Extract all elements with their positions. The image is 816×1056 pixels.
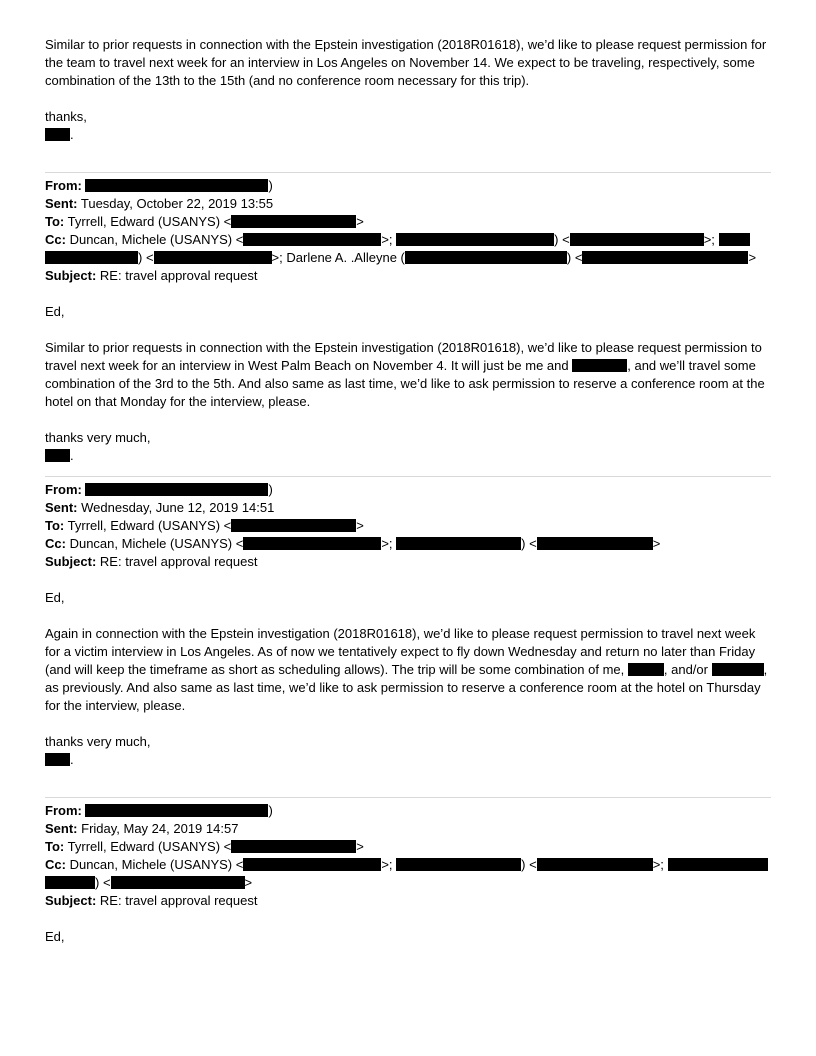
redaction	[396, 858, 521, 871]
cc-value: Duncan, Michele (USANYS) <	[69, 536, 244, 551]
signature: .	[45, 751, 771, 769]
to-value: Tyrrell, Edward (USANYS) <	[67, 518, 232, 533]
to-label: To:	[45, 214, 65, 229]
greeting: Ed,	[45, 304, 65, 319]
subject-label: Subject:	[45, 554, 97, 569]
redaction	[45, 128, 70, 141]
from-label: From:	[45, 482, 82, 497]
to-value: Tyrrell, Edward (USANYS) <	[67, 839, 232, 854]
redaction	[243, 233, 381, 246]
sent-value: Tuesday, October 22, 2019 13:55	[80, 196, 274, 211]
redaction	[154, 251, 272, 264]
redaction	[719, 233, 750, 246]
body-paragraph: Again in connection with the Epstein investigation (2018R01618), we’d like to please request permission to travel next week for a victim interview in Los Angeles. As of now we tentatively expect to fly down Wednesday and return no later than Friday (and will keep the timeframe as short as scheduling allows). The trip will be some combination of me, , and/or , as previously. And also same as last time, we’d like to ask permission to reserve a conference room at the hotel on Thursday for the interview, please.	[45, 626, 768, 713]
body-paragraph: Similar to prior requests in connection with the Epstein investigation (2018R01618), we’d like to please request permission for the team to travel next week for an interview in Los Angeles on November 14. We expect to be traveling, respectively, some combination of the 13th to the 15th (and no conference room necessary for this trip).	[45, 37, 767, 88]
redaction	[582, 251, 748, 264]
sent-label: Sent:	[45, 500, 78, 515]
subject-value: RE: travel approval request	[99, 554, 258, 569]
redaction	[243, 537, 381, 550]
cc-label: Cc:	[45, 857, 66, 872]
email-header: From: ) Sent: Tuesday, October 22, 2019 13:55 To: Tyrrell, Edward (USANYS) < > Cc: Duncan, Michele (USANYS) < >; ) < >; ) < >; Darlene A. .Alleyne ( ) < > Subject: RE: travel approval request	[45, 178, 757, 283]
sent-label: Sent:	[45, 196, 78, 211]
subject-value: RE: travel approval request	[99, 893, 258, 908]
to-label: To:	[45, 839, 65, 854]
redaction	[45, 251, 138, 264]
redaction	[45, 876, 95, 889]
cc-extra-value: Darlene A. .Alleyne (	[286, 250, 405, 265]
redaction	[85, 804, 268, 817]
cc-label: Cc:	[45, 536, 66, 551]
subject-label: Subject:	[45, 268, 97, 283]
redaction	[243, 858, 381, 871]
signature: .	[45, 126, 771, 144]
cc-value: Duncan, Michele (USANYS) <	[69, 857, 244, 872]
redaction	[537, 858, 653, 871]
redaction	[85, 179, 268, 192]
redaction	[572, 359, 627, 372]
redaction	[85, 483, 268, 496]
greeting: Ed,	[45, 590, 65, 605]
from-label: From:	[45, 178, 82, 193]
email-thread	[45, 36, 771, 946]
redaction	[231, 215, 356, 228]
sent-value: Wednesday, June 12, 2019 14:51	[81, 500, 275, 515]
signature: .	[45, 447, 771, 465]
redaction	[396, 233, 554, 246]
email-header: From: ) Sent: Wednesday, June 12, 2019 14:51 To: Tyrrell, Edward (USANYS) < > Cc: Duncan, Michele (USANYS) < >; ) < > Subject: RE: travel approval request	[45, 482, 661, 569]
redaction	[405, 251, 567, 264]
redaction	[45, 449, 70, 462]
redaction	[712, 663, 764, 676]
cc-label: Cc:	[45, 232, 66, 247]
sent-label: Sent:	[45, 821, 78, 836]
signoff: thanks very much,	[45, 430, 151, 445]
redaction	[570, 233, 704, 246]
subject-value: RE: travel approval request	[99, 268, 258, 283]
email-header: From: ) Sent: Friday, May 24, 2019 14:57 To: Tyrrell, Edward (USANYS) < > Cc: Duncan, Michele (USANYS) < >; ) < >; ) < > Subject: RE: travel approval request	[45, 802, 771, 910]
from-label: From:	[45, 803, 82, 818]
signoff: thanks very much,	[45, 734, 151, 749]
to-label: To:	[45, 518, 65, 533]
redaction	[111, 876, 245, 889]
redaction	[396, 537, 521, 550]
redaction	[231, 840, 356, 853]
redaction	[628, 663, 664, 676]
greeting: Ed,	[45, 929, 65, 944]
cc-value: Duncan, Michele (USANYS) <	[69, 232, 244, 247]
sent-value: Friday, May 24, 2019 14:57	[81, 821, 239, 836]
redaction	[45, 753, 70, 766]
subject-label: Subject:	[45, 893, 97, 908]
redaction	[231, 519, 356, 532]
body-paragraph: Similar to prior requests in connection with the Epstein investigation (2018R01618), we’d like to please request permission to travel next week for an interview in West Palm Beach on November 4. It will just be me and , and we’ll travel some combination of the 3rd to the 5th. And also same as last time, we’d like to ask permission to reserve a conference room at the hotel on that Monday for the interview, please.	[45, 340, 765, 409]
to-value: Tyrrell, Edward (USANYS) <	[67, 214, 232, 229]
signoff: thanks,	[45, 109, 87, 124]
redaction	[537, 537, 653, 550]
redaction	[668, 858, 768, 871]
